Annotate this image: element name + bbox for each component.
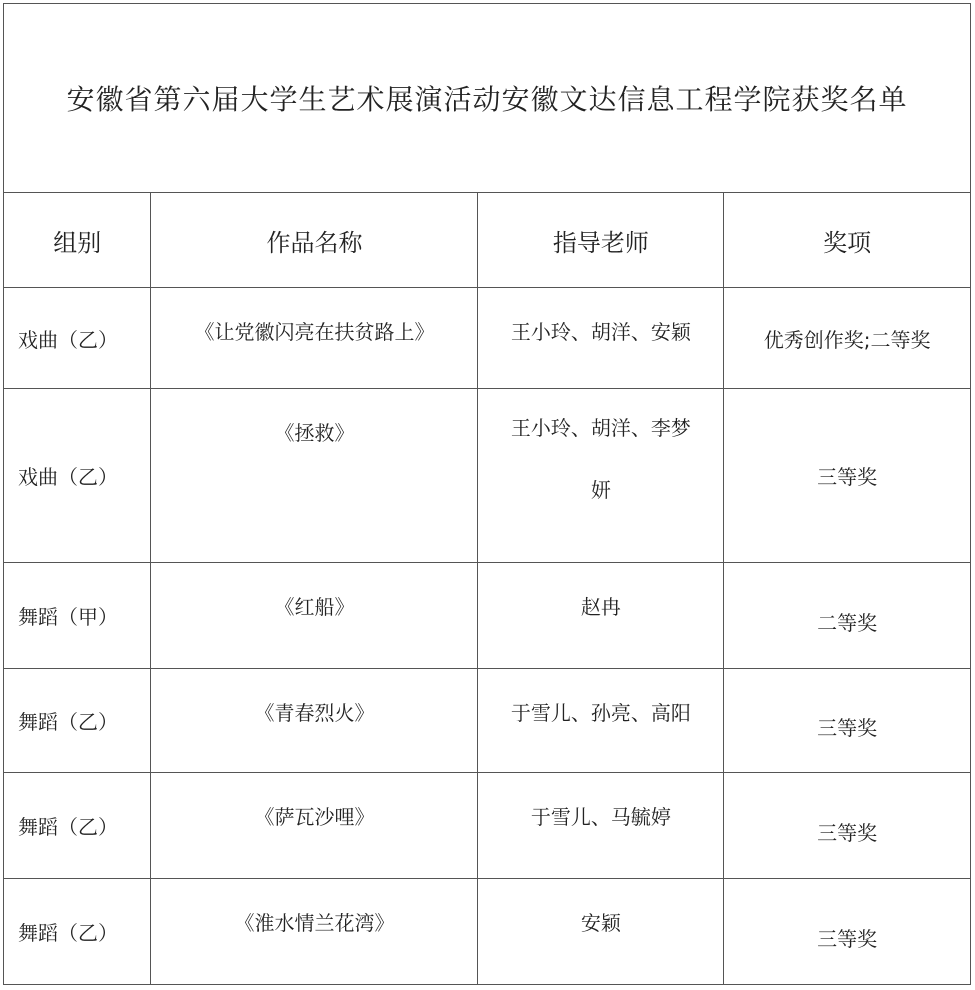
teacher-line: 安颖 <box>580 911 621 935</box>
cell-group: 舞蹈（甲） <box>4 563 151 669</box>
document-title: 安徽省第六届大学生艺术展演活动安徽文达信息工程学院获奖名单 <box>66 83 908 116</box>
teacher-line: 于雪儿、马毓婷 <box>530 805 671 829</box>
cell-teacher <box>478 879 724 985</box>
cell-work: 《青春烈火》 <box>151 669 478 773</box>
table-row <box>4 389 971 563</box>
cell-group: 戏曲（乙） <box>4 389 151 563</box>
cell-group: 戏曲（乙） <box>4 288 151 389</box>
teacher-line: 王小玲、胡洋、安颖 <box>510 320 691 344</box>
table-row <box>4 773 971 879</box>
teacher-line: 妍 <box>590 478 611 502</box>
header-group: 组别 <box>4 193 151 288</box>
table-header-row <box>4 193 971 288</box>
table-row <box>4 288 971 389</box>
cell-teacher <box>478 773 724 879</box>
cell-teacher <box>478 669 724 773</box>
cell-teacher <box>478 389 724 563</box>
teacher-line: 赵冉 <box>580 595 621 619</box>
teacher-line: 王小玲、胡洋、李梦 <box>510 416 691 440</box>
header-award: 奖项 <box>724 193 971 288</box>
cell-award: 三等奖 <box>724 389 971 563</box>
cell-award: 三等奖 <box>724 773 971 879</box>
cell-award: 优秀创作奖;二等奖 <box>724 288 971 389</box>
table-row <box>4 669 971 773</box>
header-teacher: 指导老师 <box>478 193 724 288</box>
cell-work: 《淮水情兰花湾》 <box>151 879 478 985</box>
awards-table <box>3 192 971 985</box>
table-row <box>4 879 971 985</box>
cell-work: 《让党徽闪亮在扶贫路上》 <box>151 288 478 389</box>
cell-teacher <box>478 288 724 389</box>
cell-group: 舞蹈（乙） <box>4 773 151 879</box>
cell-work: 《萨瓦沙哩》 <box>151 773 478 879</box>
cell-award: 三等奖 <box>724 879 971 985</box>
cell-group: 舞蹈（乙） <box>4 669 151 773</box>
cell-work: 《拯救》 <box>151 389 478 563</box>
cell-award: 二等奖 <box>724 563 971 669</box>
header-work: 作品名称 <box>151 193 478 288</box>
teacher-line: 于雪儿、孙亮、高阳 <box>510 701 691 725</box>
cell-work: 《红船》 <box>151 563 478 669</box>
title-box <box>3 3 971 192</box>
cell-teacher <box>478 563 724 669</box>
cell-group: 舞蹈（乙） <box>4 879 151 985</box>
table-row <box>4 563 971 669</box>
cell-award: 三等奖 <box>724 669 971 773</box>
